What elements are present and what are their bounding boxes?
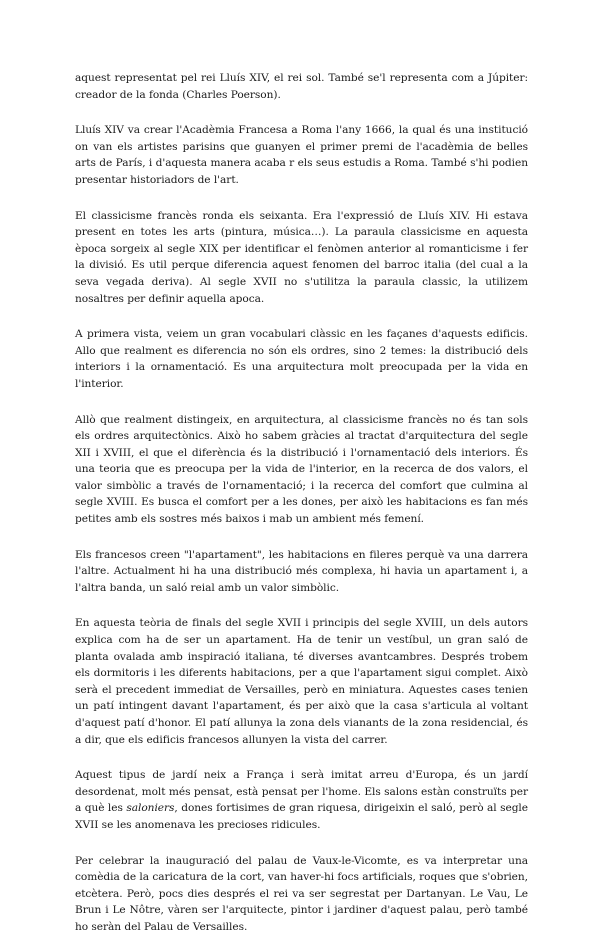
paragraph-4: A primera vista, veiem un gran vocabulari clàssic en les façanes d'aquests edificis. Allo que realment es diferencia no són els ordres, sino 2 temes: la distribució dels interiors i la ornamentació. Es una arquitectura molt preocupada per la vida en l'interior. <box>75 328 528 390</box>
paragraph-2: Lluís XIV va crear l'Acadèmia Francesa a Roma l'any 1666, la qual és una institució on van els artistes parisins que guanyen el primer premi de l'acadèmia de belles arts de París, i d'aquesta manera acaba r els seus estudis a Roma. També s'hi podien presentar historiadors de l'art. <box>75 124 528 186</box>
paragraph-6: Els francesos creen "l'apartament", les habitacions en fileres perquè va una darrera l'altre. Actualment hi ha una distribució més complexa, hi havia un apartament i, a l'altra banda, un saló reial amb un valor simbòlic. <box>75 548 528 594</box>
paragraph-9: Per celebrar la inauguració del palau de Vaux-le-Vicomte, es va interpretar una comèdia de la caricatura de la cort, van haver-hi focs artificials, roques que s'obrien, etcètera. Però, pocs dies després el rei va ser segrestat per Dartanyan. Le Vau, Le Brun i Le Nôtre, vàren ser l'arquitecte, pintor i jardiner d'aquest palau, però també ho seràn del Palau de Versailles. <box>75 854 528 933</box>
paragraph-5: Allò que realment distingeix, en arquitectura, al classicisme francès no és tan sols els ordres arquitectònics. Això ho sabem gràcies al tractat d'arquitectura del segle XII i XVIII, el que el diferència és la distribució i l'ornamentació dels interiors. És una teoria que es preocupa per la vida de l'interior, en la recerca de dos valors, el valor simbòlic a través de l'ornamentació; i la recerca del comfort que culmina al segle XVIII. Es busca el comfort per a les dones, per això les habitacions es fan més petites amb els sostres més baixos i mab un ambient més femení. <box>75 413 528 526</box>
paragraph-8-italic-term: saloniers <box>126 802 175 815</box>
paragraph-8-text-after: , dones fortisimes de gran riquesa, dirigeixin el saló, però al segle XVII se les anomenava les precioses ridicules. <box>75 802 528 831</box>
paragraph-8 <box>75 767 528 833</box>
paragraph-7: En aquesta teòria de finals del segle XVII i principis del segle XVIII, un dels autors explica com ha de ser un apartament. Ha de tenir un vestíbul, un gran saló de planta ovalada amb inspiració italiana, té diverses avantcambres. Després trobem els dormitoris i les diferents habitacions, per a que l'apartament sigui complet. Això serà el precedent immediat de Versailles, però en miniatura. Aquestes cases tenien un patí intingent davant l'apartament, és per això que la casa s'articula al voltant d'aquest patí d'honor. El patí allunya la zona dels vianants de la zona residencial, és a dir, que els edificis francesos allunyen la vista del carrer. <box>75 617 528 746</box>
paragraph-1: aquest representat pel rei Lluís XIV, el rei sol. També se'l representa com a Júpiter: creador de la fonda (Charles Poerson). <box>75 72 528 101</box>
paragraph-8-text-before: Aquest tipus de jardí neix a França i serà imitat arreu d'Europa, és un jardí desordenat, molt més pensat, està pensat per l'home. Els salons estàn construïts per a què les <box>75 769 528 815</box>
document-page <box>75 70 528 933</box>
paragraph-3: El classicisme francès ronda els seixanta. Era l'expressió de Lluís XIV. Hi estava present en totes les arts (pintura, música…). La paraula classicisme en aquesta època sorgeix al segle XIX per identificar el fenòmen anterior al romanticisme i fer la divisió. Es util perque diferencia aquest fenomen del barroc italia (del cual a la seva vegada deriva). Al segle XVII no s'utilitza la paraula classic, la utilizem nosaltres per definir aquella apoca. <box>75 209 528 305</box>
